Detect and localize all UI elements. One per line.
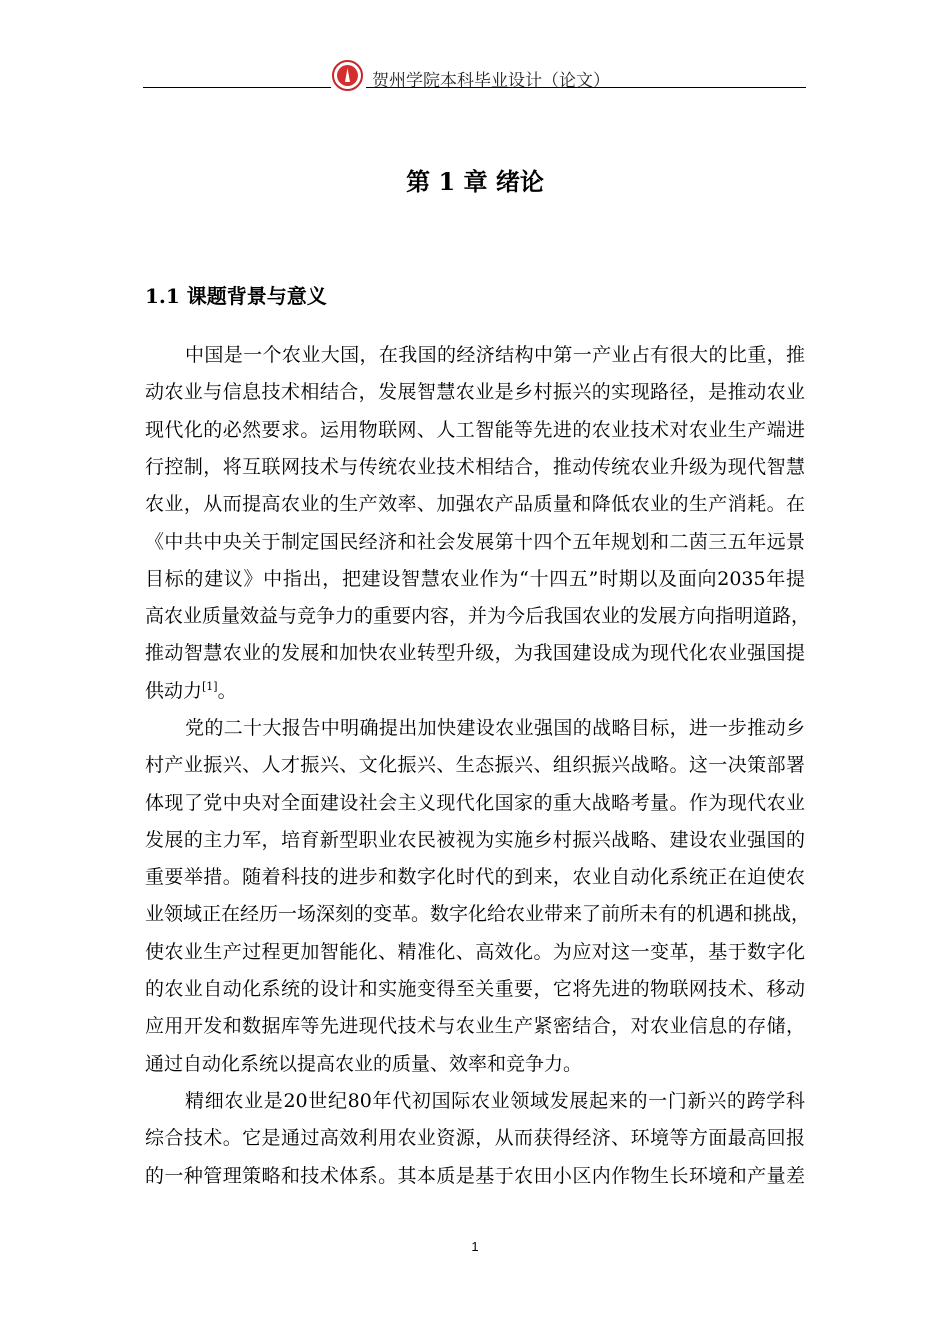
text-line	[145, 790, 805, 816]
line-text: 高农业质量效益与竞争力的重要内容，并为今后我国农业的发展方向指明道路，	[145, 605, 811, 627]
university-logo-icon	[332, 60, 363, 91]
text-line	[145, 417, 805, 443]
text-line	[145, 1163, 805, 1189]
text-line	[145, 864, 805, 890]
line-text: 发展的主力军，培育新型职业农民被视为实施乡村振兴战略、建设农业强国的	[145, 829, 805, 851]
line-text: 中国是一个农业大国，在我国的经济结构中第一产业占有很大的比重，推	[185, 344, 805, 366]
line-text: 目标的建议》中指出，把建设智慧农业作为“十四五”时期以及面向2035年提	[145, 568, 805, 590]
line-text: 行控制，将互联网技术与传统农业技术相结合，推动传统农业升级为现代智慧	[145, 456, 805, 478]
line-text: 动农业与信息技术相结合，发展智慧农业是乡村振兴的实现路径，是推动农业	[145, 381, 805, 403]
text-line	[145, 566, 805, 592]
line-text: 使农业生产过程更加智能化、精准化、高效化。为应对这一变革，基于数字化	[145, 941, 805, 963]
page-number: 1	[471, 1239, 479, 1254]
line-text: 综合技术。它是通过高效利用农业资源，从而获得经济、环境等方面最高回报	[145, 1127, 805, 1149]
text-line	[145, 976, 805, 1002]
chapter-title: 第 1 章 绪论	[406, 167, 544, 196]
text-line	[185, 342, 805, 368]
line-text: 现代化的必然要求。运用物联网、人工智能等先进的农业技术对农业生产端进	[145, 419, 805, 441]
line-text: 农业，从而提高农业的生产效率、加强农产品质量和降低农业的生产消耗。在	[145, 493, 805, 515]
text-line	[145, 1051, 805, 1077]
line-text: 供动力	[145, 680, 203, 702]
text-line	[145, 752, 805, 778]
line-text: 的农业自动化系统的设计和实施变得至关重要，它将先进的物联网技术、移动	[145, 978, 805, 1000]
text-line	[145, 1013, 805, 1039]
text-line	[145, 529, 805, 555]
line-text: 的一种管理策略和技术体系。其本质是基于农田小区内作物生长环境和产量差	[145, 1165, 805, 1187]
text-line	[145, 1125, 805, 1151]
text-line	[145, 939, 805, 965]
line-text: 推动智慧农业的发展和加快农业转型升级，为我国建设成为现代化农业强国提	[145, 642, 805, 664]
section-heading: 1.1 课题背景与意义	[145, 284, 327, 308]
line-text: 通过自动化系统以提高农业的质量、效率和竞争力。	[145, 1053, 583, 1075]
text-line	[145, 454, 805, 480]
text-line	[145, 379, 805, 405]
text-line	[145, 640, 805, 666]
line-text: 村产业振兴、人才振兴、文化振兴、生态振兴、组织振兴战略。这一决策部署	[145, 754, 805, 776]
line-text: 应用开发和数据库等先进现代技术与农业生产紧密结合，对农业信息的存储，	[145, 1015, 805, 1037]
line-text: 精细农业是20世纪80年代初国际农业领域发展起来的一门新兴的跨学科	[185, 1090, 805, 1112]
text-line	[145, 827, 805, 853]
line-text: 体现了党中央对全面建设社会主义现代化国家的重大战略考量。作为现代农业	[145, 792, 805, 814]
text-line	[145, 678, 805, 704]
line-text: 重要举措。随着科技的进步和数字化时代的到来，农业自动化系统正在迫使农	[145, 866, 805, 888]
text-line	[145, 491, 805, 517]
line-text-tail: 。	[217, 680, 237, 702]
citation-reference[interactable]: [1]	[202, 680, 218, 693]
header-title: 贺州学院本科毕业设计（论文）	[372, 71, 610, 91]
text-line	[145, 901, 811, 927]
text-line	[185, 715, 805, 741]
text-line	[145, 603, 811, 629]
text-line	[185, 1088, 805, 1114]
header-rule-left	[143, 87, 331, 88]
line-text: 党的二十大报告中明确提出加快建设农业强国的战略目标，进一步推动乡	[185, 717, 805, 739]
line-text: 《中共中央关于制定国民经济和社会发展第十四个五年规划和二茵三五年远景	[145, 531, 805, 553]
line-text: 业领域正在经历一场深刻的变革。数字化给农业带来了前所未有的机遇和挑战，	[145, 903, 811, 925]
